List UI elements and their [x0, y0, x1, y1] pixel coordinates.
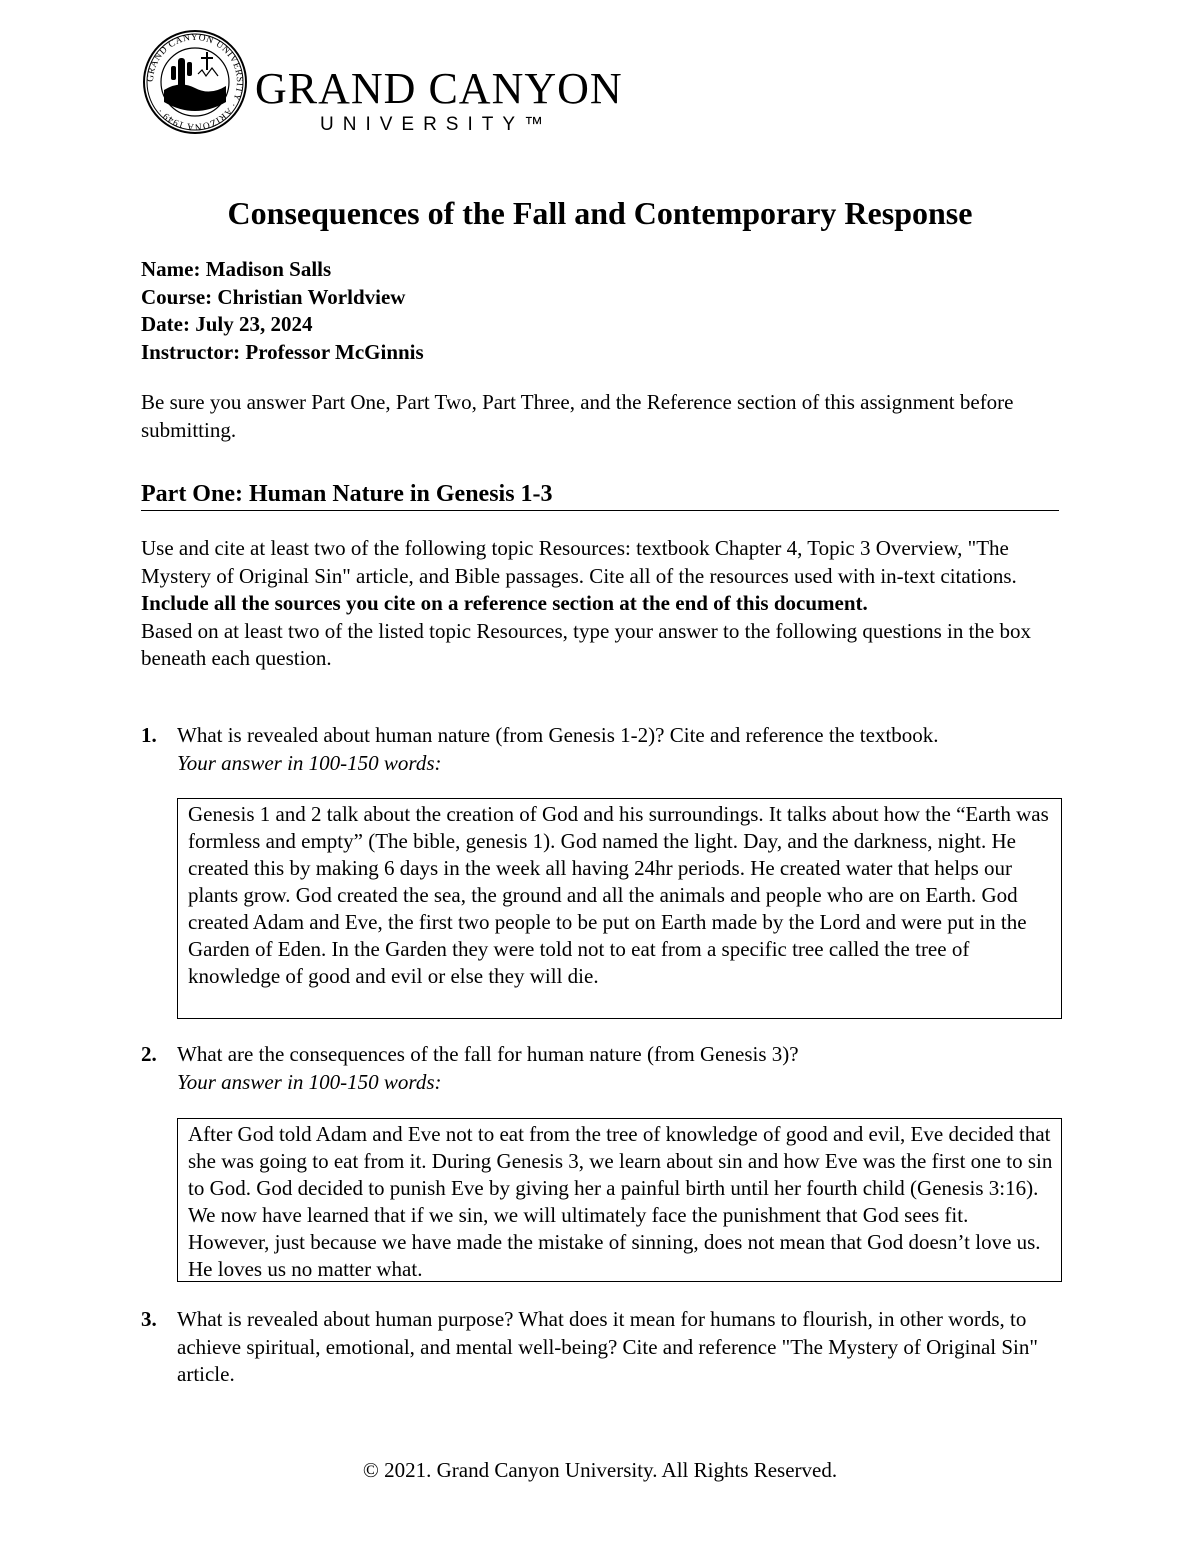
- question-number: 2.: [141, 1042, 157, 1066]
- question-3: [141, 1306, 1061, 1389]
- university-wordmark-sub: UNIVERSITY™: [320, 114, 553, 135]
- question-text: What are the consequences of the fall for human nature (from Genesis 3)?: [177, 1042, 799, 1066]
- section-heading-part-one: Part One: Human Nature in Genesis 1-3: [141, 479, 1059, 511]
- question-number: 1.: [141, 723, 157, 747]
- student-name: Name: Madison Salls: [141, 257, 332, 281]
- question-text: What is revealed about human nature (from Genesis 1-2)? Cite and reference the textbook.: [177, 723, 939, 747]
- student-info: [141, 256, 424, 366]
- part-one-instructions: [141, 535, 1061, 673]
- instructions-bold-text: Include all the sources you cite on a reference section at the end of this document.: [141, 591, 868, 615]
- instructions-text: Use and cite at least two of the following topic Resources: textbook Chapter 4, Topic 3 Overview, "The Mystery of Original Sin" article, and Bible passages. Cite all of the resources used with in-text citations.: [141, 536, 1017, 588]
- instructions-text-2: Based on at least two of the listed topic Resources, type your answer to the following questions in the box beneath each question.: [141, 618, 1031, 670]
- intro-instructions: Be sure you answer Part One, Part Two, Part Three, and the Reference section of this assignment before submitting.: [141, 390, 1014, 442]
- university-logo: [140, 30, 623, 135]
- university-seal-icon: [140, 30, 250, 134]
- university-wordmark: GRAND CANYON: [255, 64, 623, 113]
- answer-box-2[interactable]: After God told Adam and Eve not to eat from the tree of knowledge of good and evil, Eve decided that she was going to eat from it. During Genesis 3, we learn about sin and how Eve was the first one to sin to God. God decided to punish Eve by giving her a painful birth until her fourth child (Genesis 3:16). We now have learned that if we sin, we will ultimately face the punishment that God sees fit. However, just because we have made the mistake of sinning, does not mean that God doesn’t love us. He loves us no matter what.: [177, 1118, 1062, 1282]
- submission-date: Date: July 23, 2024: [141, 312, 313, 336]
- question-2: [141, 1041, 1061, 1096]
- question-1: [141, 722, 1061, 777]
- course-name: Course: Christian Worldview: [141, 284, 406, 309]
- answer-box-1[interactable]: Genesis 1 and 2 talk about the creation of God and his surroundings. It talks about how the “Earth was formless and empty” (The bible, genesis 1). God named the light. Day, and the darkness, night. He created this by making 6 days in the week all having 24hr periods. He created water that helps our plants grow. God created the sea, the ground and all the animals and people who are on Earth. God created Adam and Eve, the first two people to be put on Earth made by the Lord and were put in the Garden of Eden. In the Garden they were told not to eat from a specific tree called the tree of knowledge of good and evil or else they will die.: [177, 798, 1062, 1019]
- question-number: 3.: [141, 1307, 157, 1331]
- page-title: Consequences of the Fall and Contemporary Response: [227, 195, 973, 231]
- question-hint: Your answer in 100-150 words:: [177, 1069, 442, 1094]
- question-hint: Your answer in 100-150 words:: [177, 750, 442, 775]
- instructor-name: Instructor: Professor McGinnis: [141, 339, 424, 364]
- svg-text:GRAND CANYON UNIVERSITY · ARIZ: GRAND CANYON UNIVERSITY · ARIZONA 1949 ·: [145, 32, 245, 132]
- copyright-footer: © 2021. Grand Canyon University. All Rights Reserved.: [362, 1458, 838, 1482]
- question-text: What is revealed about human purpose? What does it mean for humans to flourish, in other words, to achieve spiritual, emotional, and mental well-being? Cite and reference "The Mystery of Original Sin" article.: [177, 1307, 1038, 1386]
